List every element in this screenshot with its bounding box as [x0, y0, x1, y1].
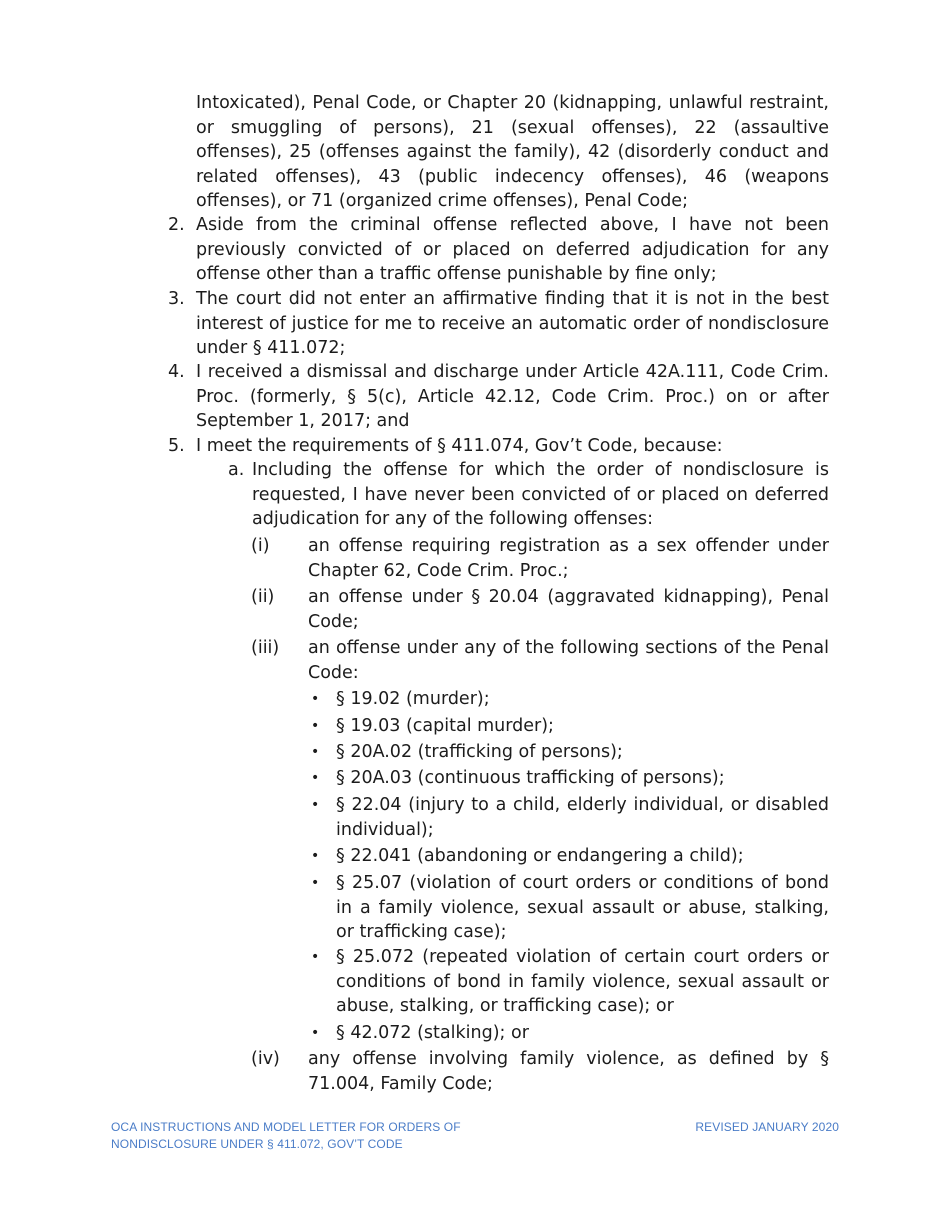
bullet-marker: • — [311, 744, 320, 760]
footer-revision-date: REVISED JANUARY 2020 — [695, 1120, 839, 1134]
bullet-marker: • — [311, 1025, 320, 1041]
roman-iii-text: an offense under any of the following sections of the Penal Code: — [308, 638, 829, 683]
bullet-item: § 19.03 (capital murder); — [336, 716, 554, 736]
item-1-continuation: Intoxicated), Penal Code, or Chapter 20 (kidnapping, unlawful restraint, or smuggling of persons), 21 (sexual offenses), 22 (assaultive offenses), 25 (offenses against the family), 42 (disorderly conduct and related offenses), 43 (public indecency offenses), 46 (weapons offenses), or 71 (organized crime offenses), Penal Code; — [196, 93, 829, 211]
roman-iii-label: (iii) — [251, 638, 280, 658]
bullet-item: § 20A.03 (continuous trafficking of persons); — [336, 768, 725, 788]
bullet-item: § 25.07 (violation of court orders or conditions of bond in a family violence, sexual assault or abuse, stalking, or trafficking case); — [336, 873, 829, 942]
subitem-a-label: a. — [228, 460, 245, 480]
bullet-item: § 19.02 (murder); — [336, 689, 490, 709]
item-4-number: 4. — [168, 362, 185, 382]
bullet-item: § 42.072 (stalking); or — [336, 1023, 529, 1043]
footer-left-line-1: OCA INSTRUCTIONS AND MODEL LETTER FOR ORDERS OF — [111, 1120, 461, 1134]
bullet-item: § 20A.02 (trafficking of persons); — [336, 742, 623, 762]
item-3-number: 3. — [168, 289, 185, 309]
item-2-text: Aside from the criminal offense reflected above, I have not been previously convicted of or placed on deferred adjudication for any offense other than a traffic offense punishable by fine only; — [196, 215, 829, 284]
item-5-text: I meet the requirements of § 411.074, Gov’t Code, because: — [196, 436, 723, 456]
bullet-marker: • — [311, 848, 320, 864]
footer-left-line-2: NONDISCLOSURE UNDER § 411.072, GOV’T CODE — [111, 1137, 403, 1151]
bullet-marker: • — [311, 770, 320, 786]
item-4-text: I received a dismissal and discharge under Article 42A.111, Code Crim. Proc. (formerly, § 5(c), Article 42.12, Code Crim. Proc.) on or after September 1, 2017; and — [196, 362, 829, 431]
item-2-number: 2. — [168, 215, 185, 235]
bullet-marker: • — [311, 949, 320, 965]
bullet-item: § 22.04 (injury to a child, elderly individual, or disabled individual); — [336, 795, 829, 840]
bullet-marker: • — [311, 718, 320, 734]
roman-i-label: (i) — [251, 536, 270, 556]
item-3-text: The court did not enter an affirmative finding that it is not in the best interest of justice for me to receive an automatic order of nondisclosure under § 411.072; — [196, 289, 829, 358]
subitem-a-text: Including the offense for which the order of nondisclosure is requested, I have never been convicted of or placed on deferred adjudication for any of the following offenses: — [252, 460, 829, 529]
bullet-item: § 25.072 (repeated violation of certain court orders or conditions of bond in family violence, sexual assault or abuse, stalking, or trafficking case); or — [336, 947, 829, 1016]
item-5-number: 5. — [168, 436, 185, 456]
roman-iv-text: any offense involving family violence, as defined by § 71.004, Family Code; — [308, 1049, 829, 1094]
roman-i-text: an offense requiring registration as a sex offender under Chapter 62, Code Crim. Proc.; — [308, 536, 829, 581]
bullet-item: § 22.041 (abandoning or endangering a child); — [336, 846, 744, 866]
roman-iv-label: (iv) — [251, 1049, 280, 1069]
roman-ii-text: an offense under § 20.04 (aggravated kidnapping), Penal Code; — [308, 587, 829, 632]
bullet-marker: • — [311, 875, 320, 891]
bullet-marker: • — [311, 797, 320, 813]
bullet-marker: • — [311, 691, 320, 707]
roman-ii-label: (ii) — [251, 587, 275, 607]
